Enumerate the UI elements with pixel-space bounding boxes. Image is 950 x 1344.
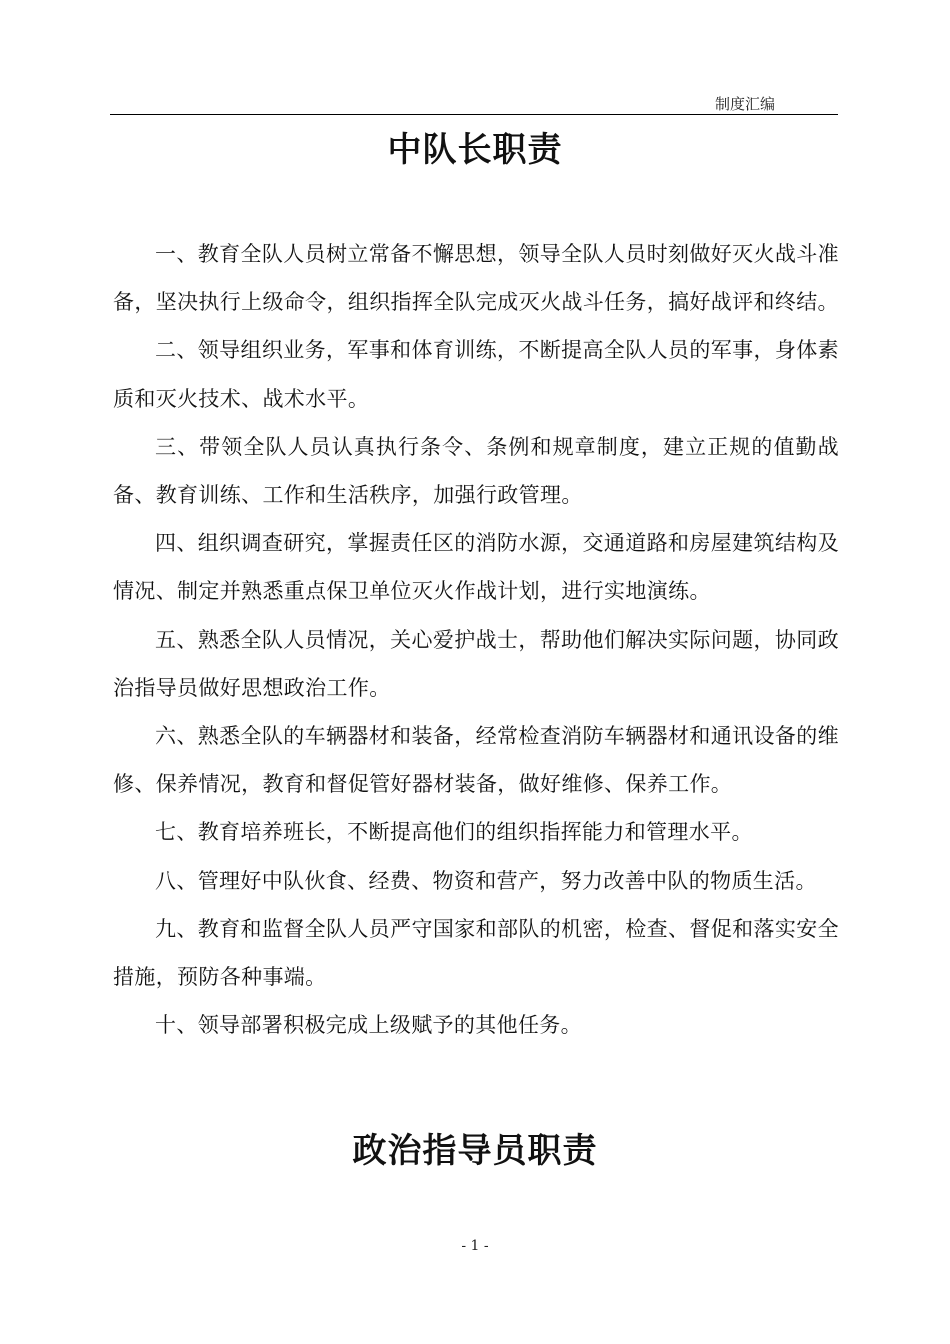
header-rule	[110, 114, 838, 115]
section-title: 中队长职责	[387, 130, 563, 170]
duty-paragraph-1: 一、教育全队人员树立常备不懈思想，领导全队人员时刻做好灭火战斗准备，坚决执行上级命令，组织指挥全队完成灭火战斗任务，搞好战评和终结。	[113, 242, 839, 315]
duty-paragraph-5: 五、熟悉全队人员情况，关心爱护战士，帮助他们解决实际问题，协同政治指导员做好思想政治工作。	[113, 627, 839, 700]
duty-paragraph-9: 九、教育和监督全队人员严守国家和部队的机密，检查、督促和落实安全措施，预防各种事端。	[113, 916, 839, 990]
duty-paragraph-3: 三、带领全队人员认真执行条令、条例和规章制度，建立正规的值勤战备、教育训练、工作和生活秩序，加强行政管理。	[113, 434, 839, 508]
duty-paragraph-8: 八、管理好中队伙食、经费、物资和营产，努力改善中队的物质生活。	[155, 868, 817, 893]
running-header: 制度汇编	[714, 95, 775, 113]
next-section-title: 政治指导员职责	[352, 1131, 598, 1171]
duty-paragraph-10: 十、领导部署积极完成上级赋予的其他任务。	[155, 1013, 582, 1038]
duty-paragraph-4: 四、组织调查研究，掌握责任区的消防水源，交通道路和房屋建筑结构及情况、制定并熟悉重点保卫单位灭火作战计划，进行实地演练。	[113, 531, 839, 604]
duty-paragraph-7: 七、教育培养班长，不断提高他们的组织指挥能力和管理水平。	[155, 820, 753, 845]
duty-paragraph-2: 二、领导组织业务，军事和体育训练，不断提高全队人员的军事，身体素质和灭火技术、战术水平。	[113, 338, 839, 411]
document-body	[113, 230, 839, 1049]
duty-paragraph-6: 六、熟悉全队的车辆器材和装备，经常检查消防车辆器材和通讯设备的维修、保养情况，教育和督促管好器材装备，做好维修、保养工作。	[113, 724, 839, 797]
page-number: - 1 -	[461, 1238, 489, 1254]
